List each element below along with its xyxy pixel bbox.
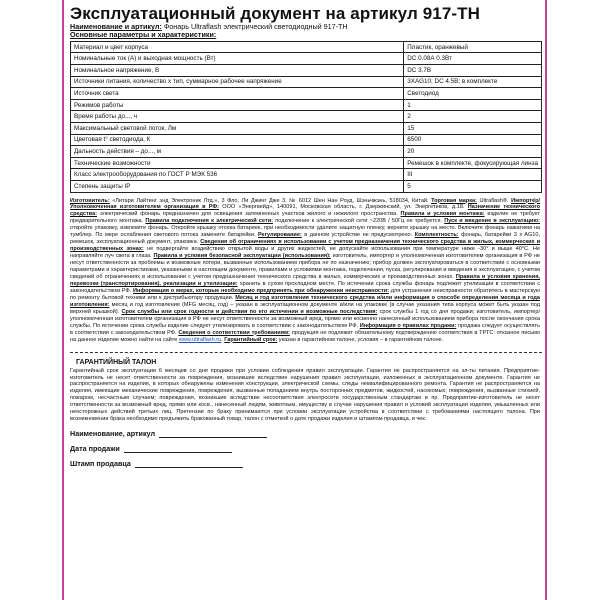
document-title: Эксплуатационный документ на артикул 917-TH <box>70 4 481 23</box>
site-link[interactable]: www.ultraflash.ru <box>178 336 222 343</box>
spec-value: Светодиод <box>404 88 542 100</box>
spec-row <box>71 146 542 158</box>
left-margin-line <box>62 0 64 600</box>
spec-key: Номинальное напряжение, В <box>71 65 404 77</box>
spec-row <box>71 157 542 169</box>
spec-value: Ремешок в комплекте, фокусирующая линза <box>404 157 542 169</box>
field-seller-stamp: Штамп продавца <box>70 459 540 468</box>
spec-value: 3XAG10; DC 4.5В; в комплекте <box>404 76 542 88</box>
spec-row <box>71 41 542 53</box>
spec-key: Класс электрооборудования по ГОСТ Р МЭК 536 <box>71 169 404 181</box>
right-margin-line <box>545 0 547 600</box>
spec-table <box>70 41 542 193</box>
spec-key: Дальность действия – до..., м <box>71 146 404 158</box>
spec-value: 1 <box>404 99 542 111</box>
spec-key: Номинальные ток (А) и выходная мощность (Вт) <box>71 53 404 65</box>
spec-row <box>71 99 542 111</box>
spec-value: 5 <box>404 180 542 192</box>
spec-row <box>71 65 542 77</box>
spec-row <box>71 76 542 88</box>
field-sale-date: Дата продажи <box>70 444 540 453</box>
spec-value: Пластик, оранжевый <box>404 41 542 53</box>
product-name-value: Фонарь Ultraflash электрический светодиодный 917-TH <box>161 22 348 31</box>
field-sale-date-line[interactable] <box>124 445 232 453</box>
spec-row <box>71 53 542 65</box>
spec-row <box>71 169 542 181</box>
product-name-label: Наименование и артикул: <box>70 22 162 31</box>
field-product-line[interactable] <box>159 430 267 438</box>
spec-row <box>71 111 542 123</box>
spec-key: Цветовая t° светодиода, К <box>71 134 404 146</box>
spec-value: 2 <box>404 111 542 123</box>
spec-key: Режимов работы <box>71 99 404 111</box>
spec-row <box>71 180 542 192</box>
spec-row <box>71 134 542 146</box>
spec-key: Материал и цвет корпуса <box>71 41 404 53</box>
params-heading: Основные параметры и характеристики: <box>70 30 217 40</box>
spec-value: 20 <box>404 146 542 158</box>
warranty-title: ГАРАНТИЙНЫЙ ТАЛОН <box>76 358 157 366</box>
spec-key: Источник света <box>71 88 404 100</box>
body-text: Изготовитель: «Литари Лайтинг энд Электроник Лтд.», 3 Фло, Ли Джинг Дже 3, № 6012 Шен Нан Роуд, Шэньчжэнь, 518034, Китай. Торговая марка: Ultraflash®. Импортёр/Уполномоченная изготовителем организация в РФ: ООО «Энергвейд», 140091, Московская область, г. Дзержинский, ул. Энергетиков, д.18. Назначение технического средства: электрический фонарь предназначен для освещения затемненных участков жилого и нежилого пространства. Правила и условия монтажа: изделие не требует предварительного монтажа. Правила подключения к электрической сети: подключение к электрической сети ~220В / 50Гц не требуется. Пуск и введение в эксплуатацию: откройте упаковку, извлеките фонарь. Откройте крышку отсека батареек, при необходимости удалите защитную пленку, верните крышку на место. Включите фонарь нажатием на тумблер. По мере ослабления светового потока замените батарейки. Регулирование: в данном устройстве не предусмотрено. Комплектность: фонарь, батарейки 3 x AG10, ремешок, эксплуатационный документ, упаковка. Сведения об ограничениях в использовании с учетом предназначения технического средства в жилых, коммерческих и производственных зонах: не подвергайте воздействию открытой воды и других жидкостей, не допускайте использования при температуре ниже -30° и выше 40°С. Не направляйте луч света в глаза. Правила и условия безопасной эксплуатации (использования): изготовитель, импортер и уполномоченная изготовителем организация в РФ не несут ответственности за проблемы и возможные потери, вызванные использованием прибора не по назначению; прибор должен эксплуатироваться в соответствии с основными параметрами и характеристиками, указанными в настоящем документе, правилами и условиями монтажа, подключения, пуска, регулирования и введения в эксплуатацию, с учетом сведений об ограничениях в использовании с учетом предназначения технического средства в жилых, коммерческих и производственных зонах. Правила и условия хранения, перевозки (транспортирования), реализации и утилизации: хранить в сухом прохладном месте. По истечении срока службы фонарь подлежит утилизации в соответствии с законодательством РФ. Информация о мерах, которые необходимо предпринять при обнаружении неисправности: для устранения неисправности обратитесь в мастерскую по ремонту бытовой техники или к дистрибьютору продукции. Месяц и год изготовления технического средства и/или информация о способе определения месяца и года изготовления: месяц и год изготовления (MFG месяц, год) – указан в эксплуатационном документе и/или на упаковке (в случае указания типа корпуса может быть указан под верхней крышкой). Срок службы или срок годности и действия по его истечении и возможные последствия: срок службы 1 год со дня продажи; изготовитель, импортер/уполномоченная изготовителем организация в РФ не несут ответственности за возможный вред, прямо или косвенно нанесенный использованием прибора после окончания срока службы. По истечении срока службы изделие следует утилизировать в соответствии с законодательством РФ. Информация о правилах продажи: продажа следует осуществлять в соответствии с законодательством РФ. Сведения о соответствии требованиям: продукция не подлежит обязательному подтверждению соответствия в ТРТС: отказное письмо на данное изделие можно найти на сайте www.ultraflash.ru. Гарантийный срок: указан в гарантийном талоне, условия – в гарантийном талоне. <box>70 197 541 343</box>
spec-row <box>71 122 542 134</box>
spec-value: DC 3.7В <box>404 65 542 77</box>
spec-key: Максимальный световой поток, Лм <box>71 122 404 134</box>
spec-value: III <box>404 169 542 181</box>
document-body <box>70 198 540 344</box>
spec-key: Технические возможности <box>71 157 404 169</box>
field-seller-stamp-line[interactable] <box>135 460 243 468</box>
warranty-text: Гарантийный срок эксплуатации 6 месяцев со дня продажи при условии соблюдения правил эксплуатации. Гарантия не распространяется на эл-ты питания. Предприятие-изготовитель не несет ответственности за повреждения, возникшие вследствие нарушения правил эксплуатации, изложенных в эксплуатационном документе. Гарантия не распространяется на изделия, в которых обнаружены изменения конструкции, электрической схемы, следы неквалифицированного ремонта. Гарантия не распространяется на изделия, имеющие механические повреждения, повреждения, вызванные попаданием внутрь посторонних предметов, жидкостей, насекомых; повреждения, вызванные стихией, пожаром, несчастным случаем; повреждения, возникшие вследствие несоответствия электросети государственным стандартам и пр. Предприятие-изготовитель не несет ответственности за возможный вред, прямо или косв., нанесенный людям, животным, имуществу в случае нарушения правил и условий эксплуатации изделия, умышленных или неосторожных действий третьих лиц. Претензии по браку принимаются при условии эксплуатации устройства в соответствии с требованиями настоящего талона. При возникновении брака необходимо предъявить бракованный товар, талон с отметкой о дате продажи изделия и штампом продавца, и чек. <box>70 367 540 423</box>
spec-key: Источники питания, количество х тип, суммарное рабочее напряжение <box>71 76 404 88</box>
spec-key: Степень защиты IP <box>71 180 404 192</box>
spec-value: 15 <box>404 122 542 134</box>
document <box>70 4 540 468</box>
spec-row <box>71 88 542 100</box>
cut-line <box>70 352 542 353</box>
spec-value: 6500 <box>404 134 542 146</box>
spec-key: Время работы до..., ч <box>71 111 404 123</box>
spec-value: DC 0.08А 0.3Вт <box>404 53 542 65</box>
field-product: Наименование, артикул <box>70 429 540 438</box>
